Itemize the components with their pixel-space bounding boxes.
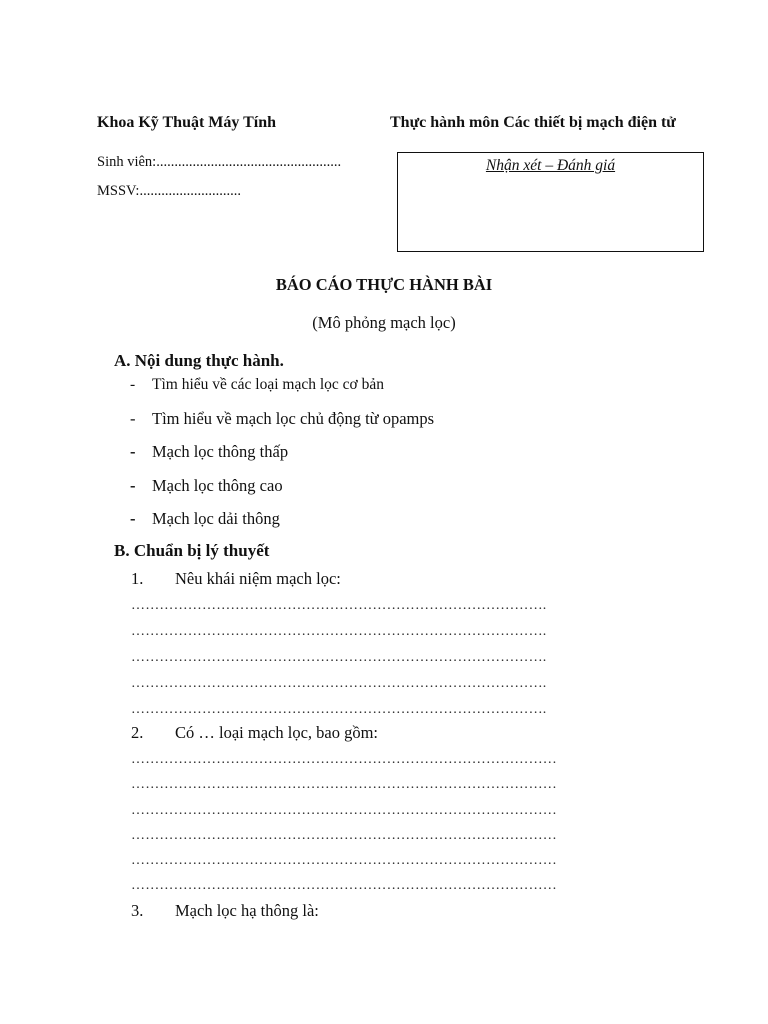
bullet-dash: - <box>130 476 136 495</box>
question-number: 1. <box>131 569 144 588</box>
question-number: 3. <box>131 901 144 920</box>
question-2 <box>131 723 378 743</box>
question-number: 2. <box>131 723 144 742</box>
section-b-heading: B. Chuẩn bị lý thuyết <box>114 541 270 560</box>
report-subtitle: (Mô phỏng mạch lọc) <box>312 313 456 332</box>
answer-line: ……………………………………………………………………………. <box>131 650 547 665</box>
list-item-text: Mạch lọc dải thông <box>152 509 280 528</box>
list-item-text: Mạch lọc thông thấp <box>152 442 289 461</box>
answer-line: ……………………………………………………………………………. <box>131 598 547 613</box>
answer-line: ……………………………………………………………………………… <box>131 777 557 792</box>
student-id-field: MSSV:............................ <box>97 183 241 199</box>
list-item <box>130 476 283 496</box>
question-text: Mạch lọc hạ thông là: <box>175 901 319 920</box>
student-name-field: Sinh viên:................................................... <box>97 154 342 170</box>
bullet-dash: - <box>130 409 136 428</box>
report-title: BÁO CÁO THỰC HÀNH BÀI <box>275 275 493 294</box>
list-item <box>130 442 288 462</box>
question-text: Có … loại mạch lọc, bao gồm: <box>175 723 379 742</box>
list-item <box>130 509 280 529</box>
department-name: Khoa Kỹ Thuật Máy Tính <box>97 114 277 131</box>
answer-line: ……………………………………………………………………………… <box>131 828 557 843</box>
bullet-dash: - <box>130 376 136 393</box>
list-item <box>130 376 384 394</box>
list-item-text: Mạch lọc thông cao <box>152 476 283 495</box>
list-item <box>130 409 434 429</box>
section-a-heading: A. Nội dung thực hành. <box>114 351 284 370</box>
answer-line: ……………………………………………………………………………… <box>131 853 557 868</box>
list-item-text: Tìm hiểu về mạch lọc chủ động từ opamps <box>152 409 435 428</box>
list-item-text: Tìm hiểu về các loại mạch lọc cơ bản <box>152 376 384 393</box>
answer-line: ……………………………………………………………………………… <box>131 752 557 767</box>
question-1 <box>131 569 341 589</box>
answer-line: ……………………………………………………………………………. <box>131 676 547 691</box>
bullet-dash: - <box>130 509 136 528</box>
answer-line: ……………………………………………………………………………. <box>131 702 547 717</box>
evaluation-box <box>397 152 704 252</box>
question-3 <box>131 901 319 921</box>
course-name: Thực hành môn Các thiết bị mạch điện tử <box>390 114 676 131</box>
answer-line: ……………………………………………………………………………… <box>131 878 557 893</box>
question-text: Nêu khái niệm mạch lọc: <box>175 569 341 588</box>
answer-line: ……………………………………………………………………………. <box>131 624 547 639</box>
bullet-dash: - <box>130 442 136 461</box>
evaluation-title: Nhận xét – Đánh giá <box>485 157 616 174</box>
answer-line: ……………………………………………………………………………… <box>131 803 557 818</box>
